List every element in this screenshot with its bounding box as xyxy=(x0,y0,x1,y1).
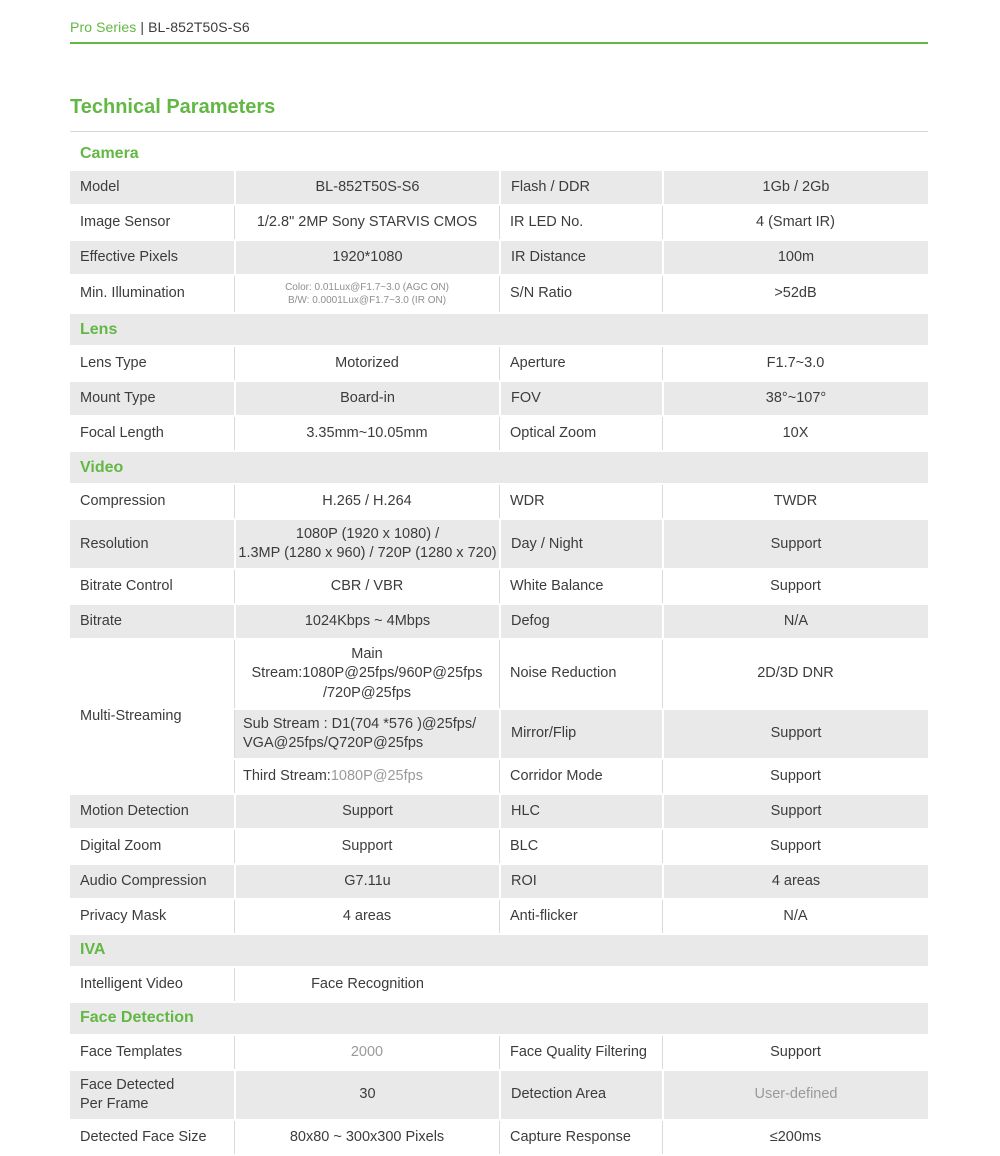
text-line: Sub Stream : D1(704 *576 )@25fps/ xyxy=(243,715,477,732)
section-header xyxy=(70,314,928,345)
text-part: Third Stream: xyxy=(243,767,331,784)
spec-value: N/A xyxy=(662,900,928,933)
table-row xyxy=(70,795,928,828)
spec-value: H.265 / H.264 xyxy=(234,485,499,518)
spec-value xyxy=(234,968,928,1001)
model-number: BL-852T50S-S6 xyxy=(148,19,250,35)
spec-value: Support xyxy=(662,520,928,568)
spec-label: White Balance xyxy=(499,570,662,603)
spec-value: 4 (Smart IR) xyxy=(662,206,928,239)
spec-label: Multi-Streaming xyxy=(70,640,234,793)
spec-label: HLC xyxy=(499,795,662,828)
spec-label: Aperture xyxy=(499,347,662,380)
spec-label: Bitrate xyxy=(70,605,234,638)
spec-label: Compression xyxy=(70,485,234,518)
spec-table xyxy=(70,345,928,452)
table-row xyxy=(70,520,928,568)
spec-label: Min. Illumination xyxy=(70,276,234,312)
section-title: Lens xyxy=(80,320,118,338)
table-row xyxy=(70,347,928,380)
spec-value: 2D/3D DNR xyxy=(662,640,928,707)
spec-value: G7.11u xyxy=(234,865,499,898)
spec-label: WDR xyxy=(499,485,662,518)
spec-value: 4 areas xyxy=(234,900,499,933)
text-line: 1.3MP (1280 x 960) / 720P (1280 x 720) xyxy=(238,545,497,562)
section-title: IVA xyxy=(80,941,106,959)
spec-label: Mount Type xyxy=(70,382,234,415)
spec-value xyxy=(234,760,499,793)
section-camera xyxy=(70,138,928,314)
spec-label: IR LED No. xyxy=(499,206,662,239)
spec-value: 1024Kbps ~ 4Mbps xyxy=(234,605,499,638)
spec-label: Motion Detection xyxy=(70,795,234,828)
section-header xyxy=(70,452,928,483)
spec-label: Focal Length xyxy=(70,417,234,450)
spec-value: Board-in xyxy=(234,382,499,415)
spec-value xyxy=(234,640,499,707)
spec-value: Support xyxy=(662,570,928,603)
spec-value: Motorized xyxy=(234,347,499,380)
table-row xyxy=(70,171,928,204)
spec-label: Flash / DDR xyxy=(499,171,662,204)
spec-label: IR Distance xyxy=(499,241,662,274)
text-line: 1080P (1920 x 1080) / xyxy=(295,526,440,542)
spec-label: Corridor Mode xyxy=(499,760,662,793)
text-line: VGA@25fps/Q720P@25fps xyxy=(243,734,424,751)
spec-label: Digital Zoom xyxy=(70,830,234,863)
spec-value: 4 areas xyxy=(662,865,928,898)
spec-table xyxy=(70,483,928,935)
text-line: Main Stream:1080P@25fps/960P@25fps xyxy=(251,646,483,682)
sections xyxy=(70,138,928,1156)
spec-label: Image Sensor xyxy=(70,206,234,239)
table-row xyxy=(70,485,928,518)
spec-value: 80x80 ~ 300x300 Pixels xyxy=(234,1121,499,1154)
spec-value: Support xyxy=(662,710,928,758)
spec-value: Support xyxy=(662,760,928,793)
spec-value: Support xyxy=(234,830,499,863)
table-row xyxy=(70,605,928,638)
spec-value: 30 xyxy=(234,1071,499,1119)
spec-label: Face Templates xyxy=(70,1036,234,1069)
spec-value xyxy=(234,520,499,568)
section-lens xyxy=(70,314,928,452)
series-label: Pro Series xyxy=(70,19,137,35)
table-row xyxy=(70,241,928,274)
spec-label: Face Quality Filtering xyxy=(499,1036,662,1069)
text-line: Per Frame xyxy=(80,1096,149,1112)
spec-label: Lens Type xyxy=(70,347,234,380)
doc-header xyxy=(70,0,928,44)
spec-label: Model xyxy=(70,171,234,204)
spec-value: 10X xyxy=(662,417,928,450)
spec-label xyxy=(70,1071,234,1119)
table-row xyxy=(70,417,928,450)
spec-value: 100m xyxy=(662,241,928,274)
section-header xyxy=(70,1003,928,1034)
spec-value: F1.7~3.0 xyxy=(662,347,928,380)
table-row xyxy=(70,206,928,239)
section-video xyxy=(70,452,928,935)
spec-table xyxy=(70,1034,928,1156)
spec-label: Optical Zoom xyxy=(499,417,662,450)
spec-label: Noise Reduction xyxy=(499,640,662,707)
section-header xyxy=(70,138,928,169)
spec-label: Mirror/Flip xyxy=(499,710,662,758)
table-row xyxy=(70,900,928,933)
spec-label: Defog xyxy=(499,605,662,638)
spec-value: 3.35mm~10.05mm xyxy=(234,417,499,450)
table-row xyxy=(70,570,928,603)
spec-value: ≤200ms xyxy=(662,1121,928,1154)
spec-value: N/A xyxy=(662,605,928,638)
table-row xyxy=(70,968,928,1001)
spec-value: Support xyxy=(662,1036,928,1069)
spec-value xyxy=(234,276,499,312)
spec-label: BLC xyxy=(499,830,662,863)
spec-value: 2000 xyxy=(234,1036,499,1069)
spec-label: Bitrate Control xyxy=(70,570,234,603)
spec-value: 1920*1080 xyxy=(234,241,499,274)
document-page xyxy=(70,0,928,1156)
table-row xyxy=(70,276,928,312)
section-header xyxy=(70,935,928,966)
spec-table xyxy=(70,966,928,1003)
section-title: Face Detection xyxy=(80,1009,194,1027)
spec-label: Audio Compression xyxy=(70,865,234,898)
section-title: Camera xyxy=(80,144,139,162)
spec-value: Support xyxy=(234,795,499,828)
text-line: Color: 0.01Lux@F1.7~3.0 (AGC ON) xyxy=(285,282,449,293)
table-row xyxy=(70,830,928,863)
table-row xyxy=(70,1121,928,1154)
section-iva xyxy=(70,935,928,1003)
table-row xyxy=(70,1071,928,1119)
spec-label: Detected Face Size xyxy=(70,1121,234,1154)
spec-label: ROI xyxy=(499,865,662,898)
spec-value: BL-852T50S-S6 xyxy=(234,171,499,204)
table-row xyxy=(70,1036,928,1069)
spec-value: Support xyxy=(662,830,928,863)
spec-label: Intelligent Video xyxy=(70,968,234,1001)
text-line: Face Detected xyxy=(80,1076,175,1093)
spec-value: 1Gb / 2Gb xyxy=(662,171,928,204)
spec-label: Privacy Mask xyxy=(70,900,234,933)
table-row xyxy=(70,382,928,415)
spec-label: FOV xyxy=(499,382,662,415)
section-face-detection xyxy=(70,1003,928,1156)
spec-label: S/N Ratio xyxy=(499,276,662,312)
page-title: Technical Parameters xyxy=(70,96,928,132)
spec-label: Capture Response xyxy=(499,1121,662,1154)
spec-table xyxy=(70,169,928,314)
spec-value: CBR / VBR xyxy=(234,570,499,603)
spec-label: Effective Pixels xyxy=(70,241,234,274)
section-title: Video xyxy=(80,458,124,476)
spec-label: Day / Night xyxy=(499,520,662,568)
text-part: 1080P@25fps xyxy=(330,767,423,784)
spec-value: User-defined xyxy=(662,1071,928,1119)
header-separator: | xyxy=(140,19,145,35)
table-row xyxy=(70,865,928,898)
spec-label: Resolution xyxy=(70,520,234,568)
spec-value: TWDR xyxy=(662,485,928,518)
spec-value: >52dB xyxy=(662,276,928,312)
spec-value xyxy=(234,710,499,758)
table-row xyxy=(70,640,928,707)
spec-label: Detection Area xyxy=(499,1071,662,1119)
text-line: B/W: 0.0001Lux@F1.7~3.0 (IR ON) xyxy=(287,295,447,306)
span-value-box: Face Recognition xyxy=(311,975,424,992)
text-line: /720P@25fps xyxy=(322,684,412,701)
spec-value: 38°~107° xyxy=(662,382,928,415)
spec-label: Anti-flicker xyxy=(499,900,662,933)
spec-value: Support xyxy=(662,795,928,828)
spec-value: 1/2.8" 2MP Sony STARVIS CMOS xyxy=(234,206,499,239)
